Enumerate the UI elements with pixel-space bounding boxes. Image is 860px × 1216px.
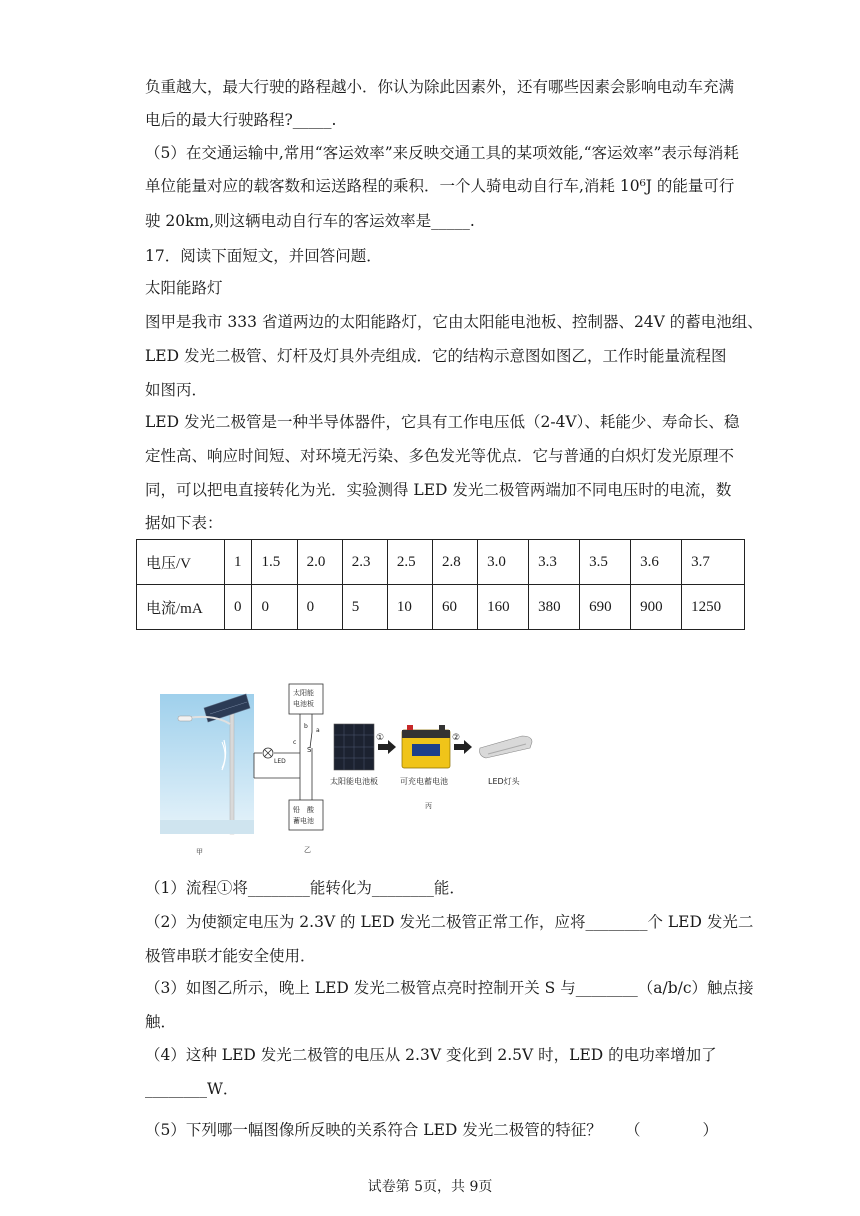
text-line: 驶 20km,则这辆电动自行车的客运效率是_____. [145,212,475,230]
table-row [137,585,745,630]
table-cell: 3.3 [529,540,580,585]
table-cell: 2.3 [342,540,387,585]
table-cell: 3.6 [631,540,682,585]
table-cell: 电压/V [137,540,225,585]
question-line: （2）为使额定电压为 2.3V 的 LED 发光二极管正常工作，应将________个 LED 发光二 [145,913,754,931]
text-line: 如图丙． [145,381,208,399]
solar-street-light-figure [150,680,540,860]
battery-box-label: 铅 酸 [293,806,314,814]
table-cell: 900 [631,585,682,630]
table-cell: 3.0 [478,540,529,585]
question-line: （3）如图乙所示，晚上 LED 发光二极管点亮时控制开关 S 与________（a/b/c）触点接 [145,979,754,997]
table-cell: 3.7 [682,540,745,585]
figure-jia-label: 甲 [196,848,203,856]
table-cell: 1250 [682,585,745,630]
text-line: 单位能量对应的载客数和运送路程的乘积．一个人骑电动自行车,消耗 10⁶J 的能量可行 [145,177,735,195]
switch-s-label: S [307,746,312,754]
question-line: （4）这种 LED 发光二极管的电压从 2.3V 变化到 2.5V 时，LED 的电功率增加了 [145,1046,717,1064]
table-cell: 2.5 [387,540,432,585]
switch-contact-a: a [316,727,320,734]
led-lamp-head-image [480,736,532,758]
figure-bing-label: 丙 [425,802,432,810]
question-line: ________W． [145,1080,239,1098]
table-cell: 10 [387,585,432,630]
table-cell: 0 [297,585,342,630]
switch-contact-b: b [304,723,308,730]
question-line: （5）下列哪一幅图像所反映的关系符合 LED 发光二极管的特征？ （ ） [145,1121,719,1139]
text-line: 负重越大，最大行驶的路程越小．你认为除此因素外，还有哪些因素会影响电动车充满 [145,78,735,96]
text-line: （5）在交通运输中,常用“客运效率”来反映交通工具的某项效能,“客运效率”表示每消耗 [145,144,739,162]
battery-caption: 可充电蓄电池 [400,777,448,786]
table-cell: 5 [342,585,387,630]
table-cell: 3.5 [580,540,631,585]
page-footer: 试卷第 5页，共 9页 [367,1179,493,1195]
question-line: 触． [145,1013,177,1031]
article-title: 太阳能路灯 [145,279,223,297]
text-line: LED 发光二极管是一种半导体器件，它具有工作电压低（2-4V）、耗能少、寿命长、稳 [145,413,740,431]
question-line: 极管串联才能安全使用． [145,947,316,965]
question-line: （1）流程①将________能转化为________能． [145,879,465,897]
table-cell: 1.5 [252,540,297,585]
table-cell: 690 [580,585,631,630]
table-cell: 60 [432,585,477,630]
street-light-photo [160,694,254,834]
table-row [137,540,745,585]
text-line: 同，可以把电直接转化为光．实验测得 LED 发光二极管两端加不同电压时的电流，数 [145,481,732,499]
solar-panel-box-label: 太阳能 [293,689,314,697]
switch-contact-c: c [293,739,297,746]
text-line: 图甲是我市 333 省道两边的太阳能路灯，它由太阳能电池板、控制器、24V 的蓄电池组、 [145,313,763,331]
figure-yi-label: 乙 [304,846,311,854]
text-line: LED 发光二极管、灯杆及灯具外壳组成．它的结构示意图如图乙，工作时能量流程图 [145,347,727,365]
text-line: 电后的最大行驶路程?_____. [145,111,337,129]
table-cell: 380 [529,585,580,630]
voltage-current-table [136,539,745,630]
led-symbol-label: LED [274,758,286,765]
solar-panel-image [334,724,374,770]
battery-image [402,725,450,768]
battery-box-label: 蓄电池 [293,817,314,825]
text-line: 定性高、响应时间短、对环境无污染、多色发光等优点．它与普通的白炽灯发光原理不 [145,447,735,465]
table-cell: 2.0 [297,540,342,585]
table-cell: 电流/mA [137,585,225,630]
table-cell: 0 [252,585,297,630]
solar-panel-box-label: 电池板 [293,700,314,708]
table-cell: 0 [225,585,252,630]
table-cell: 2.8 [432,540,477,585]
step-1-label: ① [376,733,385,743]
question-heading: 17．阅读下面短文，并回答问题． [145,247,382,265]
table-cell: 1 [225,540,252,585]
table-cell: 160 [478,585,529,630]
lamp-caption: LED灯头 [488,777,520,786]
panel-caption: 太阳能电池板 [330,777,378,786]
step-2-label: ② [452,733,461,743]
text-line: 据如下表： [145,514,223,532]
